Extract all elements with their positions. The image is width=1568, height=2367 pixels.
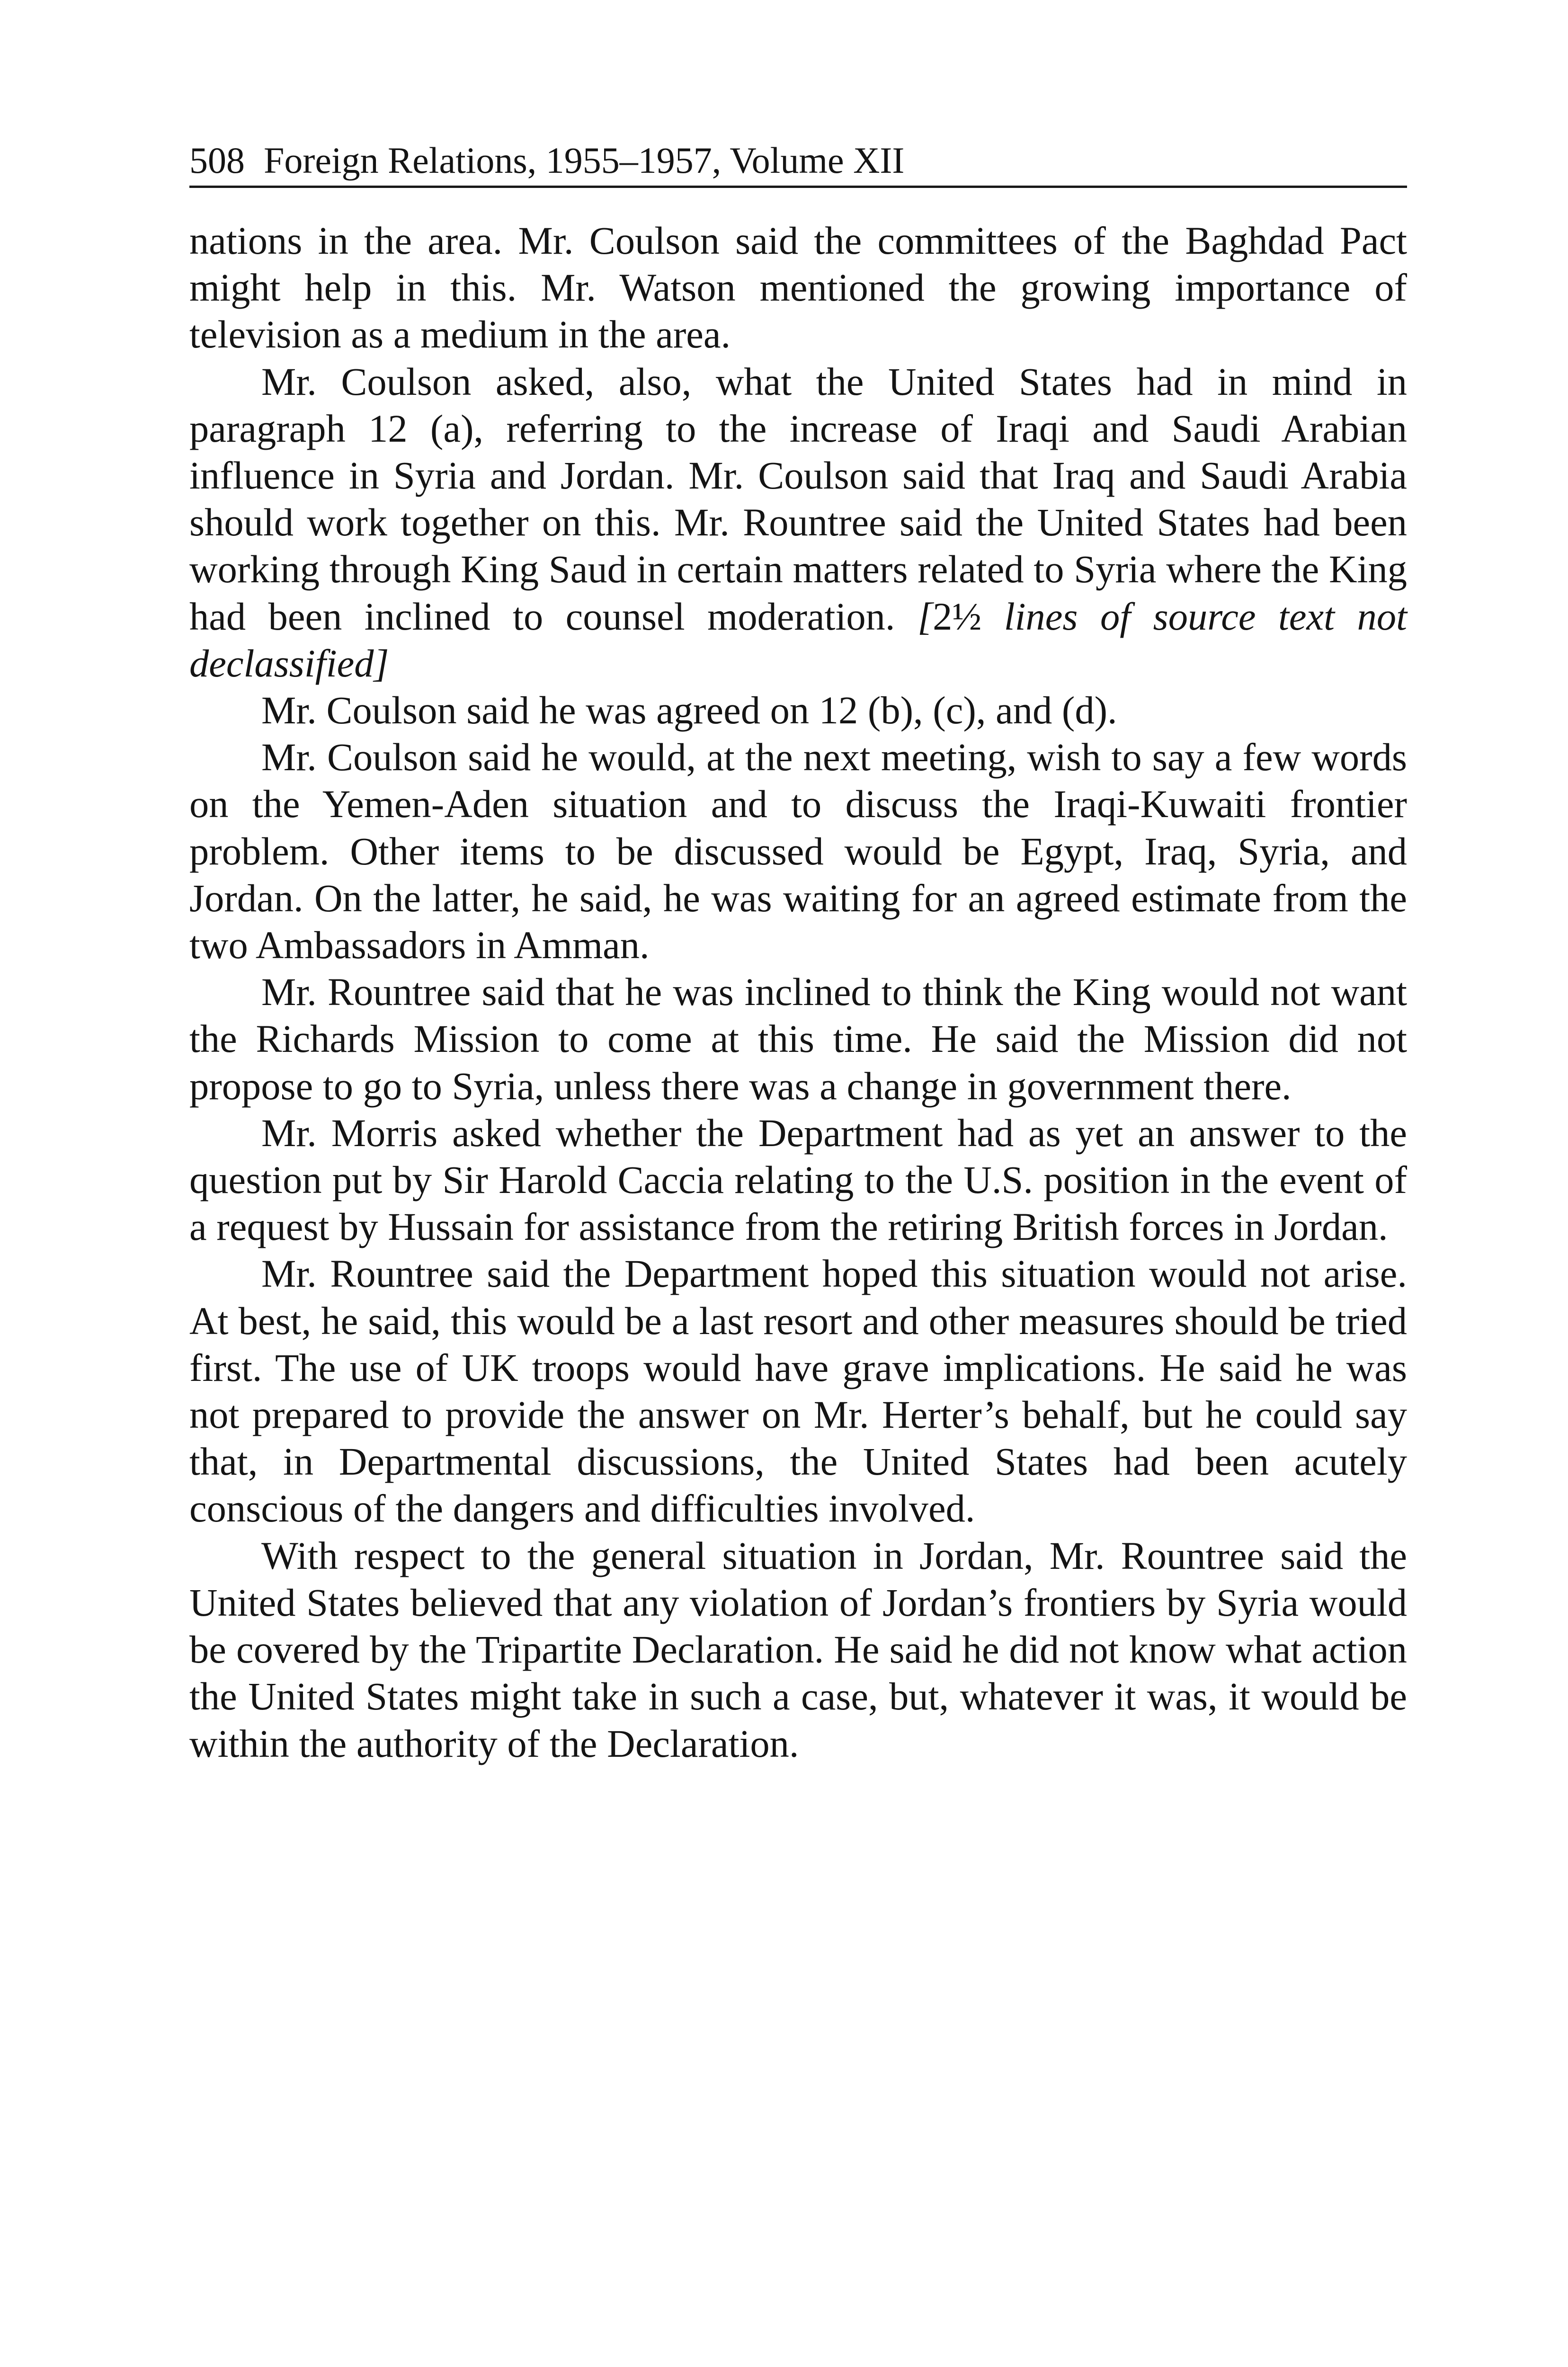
paragraph-3: Mr. Coulson said he was agreed on 12 (b), (c), and (d). bbox=[261, 688, 1117, 732]
paragraph-2 bbox=[189, 358, 1407, 687]
paragraph-4: Mr. Coulson said he would, at the next meeting, wish to say a few words on the Yemen-Aden situation and to discuss the Iraqi-Kuwaiti frontier problem. Other items to be discussed would be Egypt, Iraq, Syria, and Jordan. On the latter, he said, he was waiting for an agreed estimate from the two Ambassadors in Amman. bbox=[189, 735, 1407, 967]
running-title: Foreign Relations, 1955–1957, Volume XII bbox=[264, 140, 905, 181]
note-text: lines of source text not declassified bbox=[189, 594, 1407, 685]
paragraph-2-text: Mr. Coulson asked, also, what the United States had in mind in paragraph 12 (a), referring to the increase of Iraqi and Saudi Arabian influence in Syria and Jordan. Mr. Coulson said that Iraq and Saudi Arabia should work together on this. Mr. Rountree said the United States had been working through King Saud in certain matters related to Syria where the King had been inclined to counsel moderation. bbox=[189, 359, 1407, 638]
note-fraction: 2½ bbox=[933, 594, 982, 638]
page-number: 508 bbox=[189, 140, 245, 181]
paragraph-1: nations in the area. Mr. Coulson said the committees of the Baghdad Pact might help in this. Mr. Watson mentioned the growing importance of television as a medium in the area. bbox=[189, 219, 1407, 356]
running-header bbox=[189, 142, 1407, 188]
body-text bbox=[189, 217, 1407, 1767]
paragraph-7: Mr. Rountree said the Department hoped this situation would not arise. At best, he said, this would be a last resort and other measures should be tried first. The use of UK troops would have grave implications. He said he was not prepared to provide the answer on Mr. Herter’s behalf, but he could say that, in Departmental discussions, the United States had been acutely conscious of the dangers and difficulties involved. bbox=[189, 1252, 1407, 1531]
paragraph-6: Mr. Morris asked whether the Department had as yet an answer to the question put by Sir Harold Caccia relating to the U.S. position in the event of a request by Hussain for assistance from the retiring British forces in Jordan. bbox=[189, 1111, 1407, 1249]
paragraph-5: Mr. Rountree said that he was inclined to think the King would not want the Richards Mission to come at this time. He said the Mission did not propose to go to Syria, unless there was a change in government there. bbox=[189, 970, 1407, 1108]
paragraph-8: With respect to the general situation in Jordan, Mr. Rountree said the United States believed that any violation of Jordan’s frontiers by Syria would be covered by the Tripartite Declaration. He said he did not know what action the United States might take in such a case, but, whatever it was, it would be within the authority of the Declaration. bbox=[189, 1533, 1407, 1765]
note-close-bracket: ] bbox=[374, 641, 389, 685]
document-page bbox=[189, 142, 1407, 1767]
note-open-bracket: [ bbox=[918, 594, 933, 638]
